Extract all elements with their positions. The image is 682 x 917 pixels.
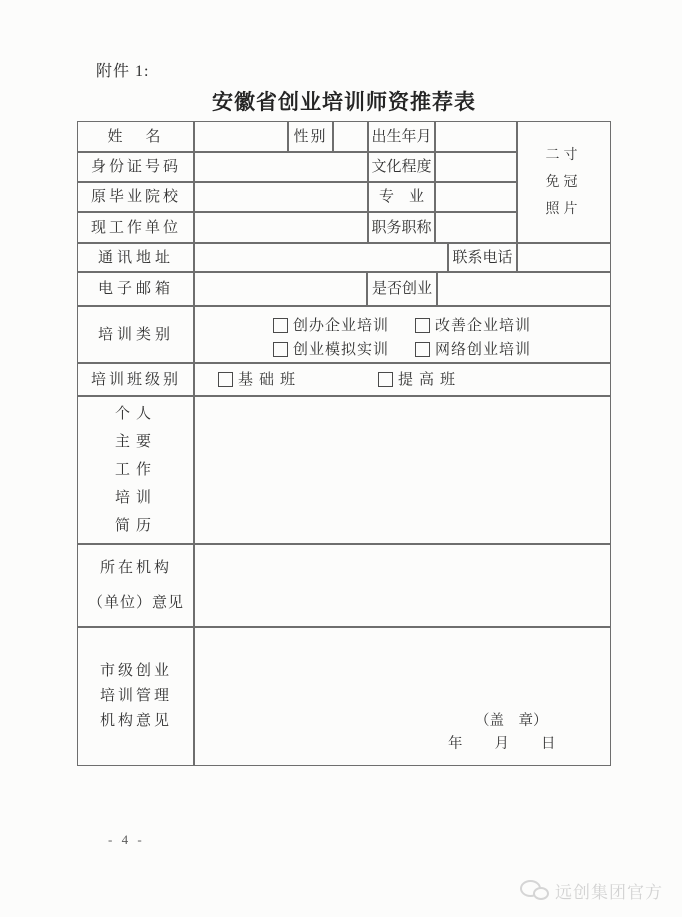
checkbox-option-online-business <box>415 339 531 360</box>
city-opinion-label-line: 机构意见 <box>99 712 172 729</box>
label-city-opinion <box>78 627 194 765</box>
option-label: 创业模拟实训 <box>293 341 390 358</box>
option-label: 基础班 <box>238 371 302 388</box>
resume-label-line: 个人 <box>114 406 157 422</box>
option-label: 提高班 <box>398 371 462 388</box>
label-is-entrepreneur: 是否创业 <box>367 272 437 306</box>
checkbox-option-basic-class <box>218 369 301 390</box>
label-gender: 性别 <box>288 122 333 152</box>
work-unit-value-cell <box>194 212 368 243</box>
resume-label-line: 培训 <box>114 490 157 506</box>
recommendation-form-table <box>78 122 610 765</box>
training-category-cell <box>194 306 610 363</box>
phone-value-cell <box>517 243 610 272</box>
label-phone: 联系电话 <box>448 243 517 272</box>
page-number: - 4 - <box>108 832 145 847</box>
checkbox-icon <box>415 342 430 357</box>
checkbox-icon <box>378 372 393 387</box>
photo-line: 照片 <box>545 202 582 217</box>
org-opinion-cell <box>194 544 610 627</box>
birth-date-value-cell <box>435 122 517 152</box>
personal-resume-cell <box>194 396 610 544</box>
resume-label-line: 主要 <box>114 434 157 450</box>
city-opinion-label-line: 市级创业 <box>99 662 172 679</box>
label-name: 姓 名 <box>78 122 194 152</box>
resume-label-line: 工作 <box>114 462 157 478</box>
checkbox-icon <box>273 342 288 357</box>
label-org-opinion <box>78 544 194 627</box>
org-opinion-label-line: 所在机构 <box>99 559 172 576</box>
education-value-cell <box>435 152 517 182</box>
job-title-value-cell <box>435 212 517 243</box>
graduate-school-value-cell <box>194 182 368 212</box>
checkbox-icon <box>218 372 233 387</box>
checkbox-option-start-business <box>273 315 389 336</box>
label-work-unit: 现工作单位 <box>78 212 194 243</box>
stamp-date-text: 年 月 日 <box>448 736 557 752</box>
attachment-label: 附件 1: <box>96 63 150 80</box>
org-opinion-label-line: （单位）意见 <box>87 594 184 611</box>
label-class-level: 培训班级别 <box>78 363 194 396</box>
city-opinion-cell <box>194 627 610 765</box>
label-graduate-school: 原毕业院校 <box>78 182 194 212</box>
mailing-address-value-cell <box>194 243 448 272</box>
label-training-category: 培训类别 <box>78 306 194 363</box>
option-label: 改善企业培训 <box>435 317 532 334</box>
label-personal-resume <box>78 396 194 544</box>
city-opinion-label-line: 培训管理 <box>99 687 172 704</box>
checkbox-option-improve-business <box>415 315 531 336</box>
option-label: 网络创业培训 <box>435 341 532 358</box>
resume-label-line: 简历 <box>114 518 157 534</box>
label-major: 专 业 <box>368 182 435 212</box>
watermark-text: 远创集团官方 <box>555 883 663 902</box>
option-label: 创办企业培训 <box>293 317 390 334</box>
label-id-number: 身份证号码 <box>78 152 194 182</box>
label-education: 文化程度 <box>368 152 435 182</box>
form-title: 安徽省创业培训师资推荐表 <box>212 90 476 114</box>
label-birth-date: 出生年月 <box>368 122 435 152</box>
gender-value-cell <box>333 122 368 152</box>
label-email: 电子邮箱 <box>78 272 194 306</box>
email-value-cell <box>194 272 367 306</box>
photo-cell <box>517 122 610 243</box>
checkbox-option-simulation-training <box>273 339 389 360</box>
label-mailing-address: 通讯地址 <box>78 243 194 272</box>
name-value-cell <box>194 122 288 152</box>
checkbox-icon <box>273 318 288 333</box>
watermark <box>519 877 663 904</box>
major-value-cell <box>435 182 517 212</box>
photo-line: 二寸 <box>545 148 582 163</box>
id-number-value-cell <box>194 152 368 182</box>
stamp-seal-text: （盖 章） <box>475 713 548 729</box>
checkbox-option-advanced-class <box>378 369 461 390</box>
label-job-title: 职务职称 <box>368 212 435 243</box>
checkbox-icon <box>415 318 430 333</box>
is-entrepreneur-value-cell <box>437 272 610 306</box>
wechat-icon <box>519 877 551 904</box>
class-level-cell <box>194 363 610 396</box>
photo-line: 免冠 <box>545 175 582 190</box>
